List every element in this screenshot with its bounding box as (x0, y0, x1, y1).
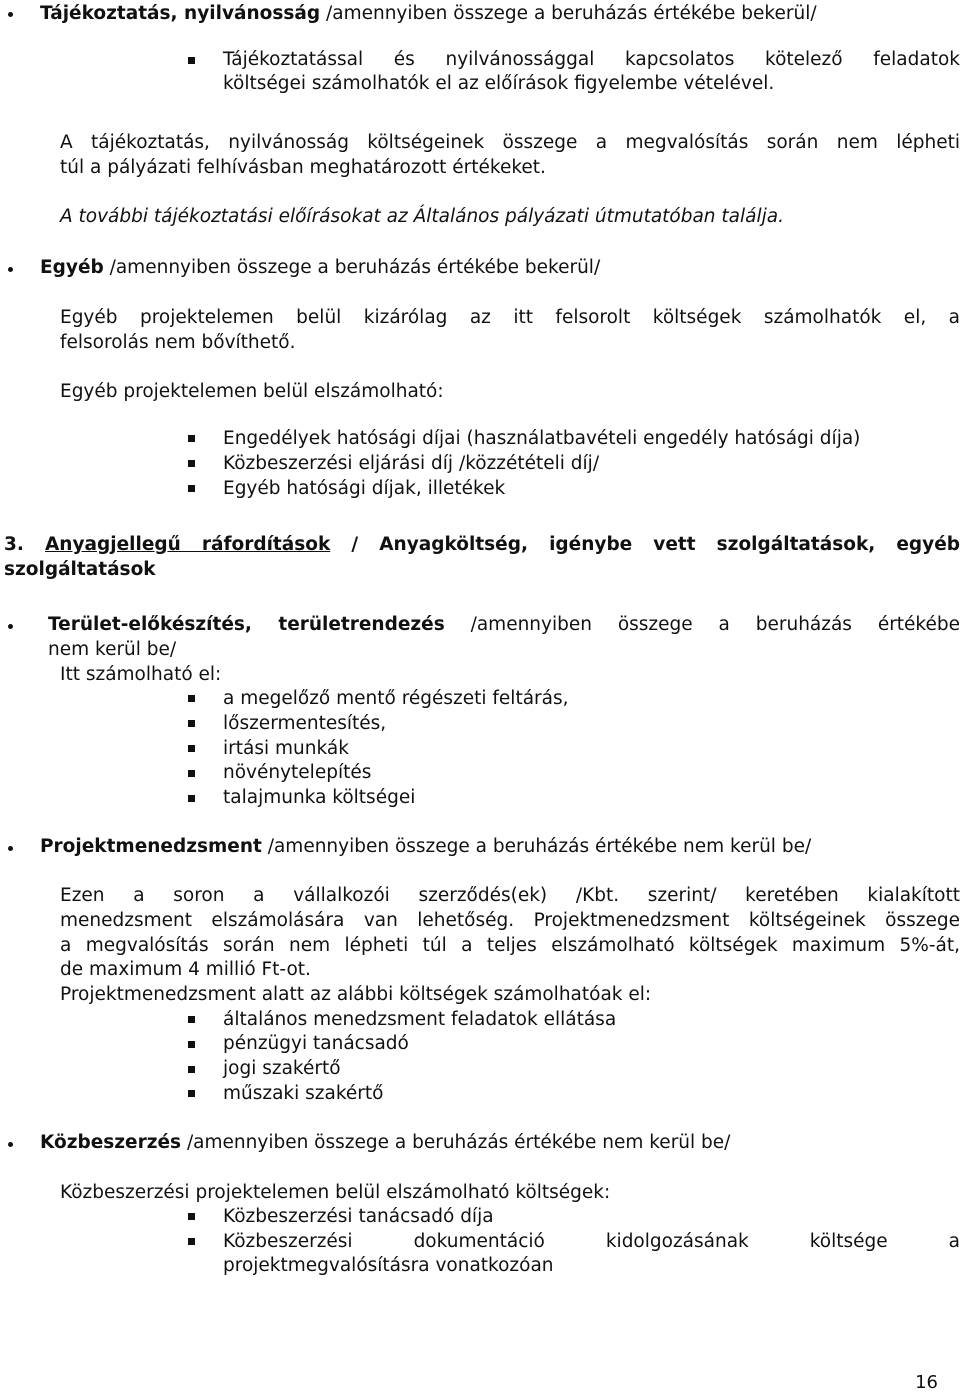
list-item: jogi szakértő (223, 1058, 341, 1079)
square-bullet (188, 695, 195, 702)
paragraph: menedzsment elszámolására van lehetőség. Projektmenedzsment költségeinek összege (60, 910, 960, 931)
list-item: Engedélyek hatósági díjai (használatbavételi engedély hatósági díja) (223, 428, 861, 449)
section-egyeb-heading: Egyéb /amennyiben összege a beruházás értékébe bekerül/ (40, 257, 601, 278)
list-item: költségei számolhatók el az előírások figyelembe vételével. (223, 73, 775, 94)
paragraph: Itt számolható el: (60, 664, 222, 685)
bullet-dot (8, 846, 13, 851)
chapter-heading: 3. Anyagjellegű ráfordítások / Anyagköltség, igénybe vett szolgáltatások, egyéb (4, 534, 960, 555)
paragraph: Egyéb projektelemen belül kizárólag az itt felsorolt költségek számolhatók el, a (60, 307, 960, 328)
square-bullet (188, 1041, 195, 1048)
paragraph: felsorolás nem bővíthető. (60, 332, 296, 353)
paragraph: Projektmenedzsment alatt az alábbi költségek számolhatóak el: (60, 984, 652, 1005)
list-item: projektmegvalósításra vonatkozóan (223, 1255, 554, 1276)
paragraph: de maximum 4 millió Ft-ot. (60, 959, 311, 980)
list-item: növénytelepítés (223, 762, 372, 783)
square-bullet (188, 485, 195, 492)
square-bullet (188, 1066, 195, 1073)
square-bullet (188, 57, 195, 64)
page-number: 16 (915, 1372, 938, 1393)
bullet-dot (8, 624, 13, 629)
list-item: talajmunka költségei (223, 787, 416, 808)
section-projektmenedzsment-heading: Projektmenedzsment /amennyiben összege a beruházás értékébe nem kerül be/ (40, 836, 812, 857)
section-tajekoztatas-heading: Tájékoztatás, nyilvánosság /amennyiben összege a beruházás értékébe bekerül/ (40, 3, 817, 24)
paragraph: túl a pályázati felhívásban meghatározott értékeket. (60, 157, 546, 178)
square-bullet (188, 460, 195, 467)
list-item: Egyéb hatósági díjak, illetékek (223, 478, 506, 499)
paragraph: A tájékoztatás, nyilvánosság költségeinek összege a megvalósítás során nem lépheti (60, 132, 960, 153)
square-bullet (188, 770, 195, 777)
square-bullet (188, 720, 195, 727)
list-item: Tájékoztatással és nyilvánossággal kapcsolatos kötelező feladatok (223, 49, 960, 70)
bullet-dot (8, 267, 13, 272)
square-bullet (188, 1238, 195, 1245)
section-kozbeszerzes-heading: Közbeszerzés /amennyiben összege a beruházás értékébe nem kerül be/ (40, 1132, 731, 1153)
list-item: pénzügyi tanácsadó (223, 1033, 409, 1054)
square-bullet (188, 1213, 195, 1220)
section-terulet-heading: Terület-előkészítés, területrendezés /amennyiben összege a beruházás értékébe (48, 614, 960, 635)
list-item: a megelőző mentő régészeti feltárás, (223, 688, 569, 709)
list-item: Közbeszerzési tanácsadó díja (223, 1206, 494, 1227)
section-terulet-heading: nem kerül be/ (48, 639, 177, 660)
chapter-heading: szolgáltatások (4, 559, 156, 580)
italic-note: A további tájékoztatási előírásokat az Általános pályázati útmutatóban találja. (60, 206, 784, 227)
paragraph: a megvalósítás során nem lépheti túl a teljes elszámolható költségek maximum 5%-át, (60, 935, 960, 956)
square-bullet (188, 435, 195, 442)
square-bullet (188, 1016, 195, 1023)
list-item: lőszermentesítés, (223, 713, 387, 734)
square-bullet (188, 1090, 195, 1097)
list-item: Közbeszerzési eljárási díj /közzétételi díj/ (223, 453, 600, 474)
bullet-dot (8, 1142, 13, 1147)
square-bullet (188, 745, 195, 752)
square-bullet (188, 795, 195, 802)
list-item: műszaki szakértő (223, 1083, 384, 1104)
list-item: irtási munkák (223, 738, 349, 759)
list-item: általános menedzsment feladatok ellátása (223, 1009, 617, 1030)
paragraph: Egyéb projektelemen belül elszámolható: (60, 381, 444, 402)
list-item: Közbeszerzési dokumentáció kidolgozásának költsége a (223, 1231, 960, 1252)
paragraph: Közbeszerzési projektelemen belül elszámolható költségek: (60, 1182, 611, 1203)
paragraph: Ezen a soron a vállalkozói szerződés(ek) /Kbt. szerint/ keretében kialakított (60, 885, 960, 906)
bullet-dot (8, 12, 13, 17)
